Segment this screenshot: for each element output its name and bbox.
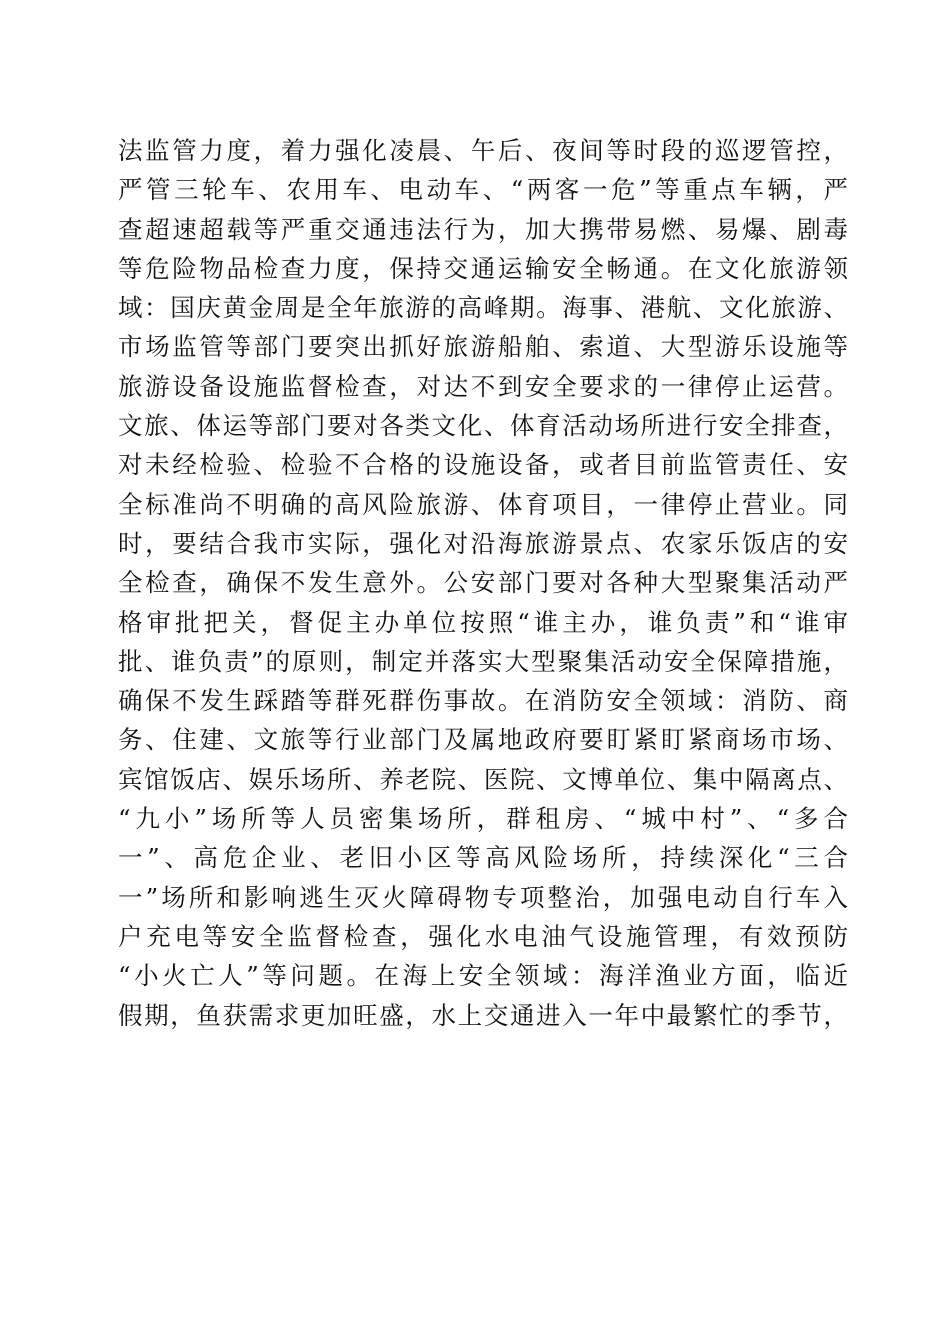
text-line: 查超速超载等严重交通违法行为，加大携带易燃、易爆、剧毒 <box>118 214 848 244</box>
text-line: 假期，鱼获需求更加旺盛，水上交通进入一年中最繁忙的季节， <box>118 1000 848 1030</box>
text-line: 域：国庆黄金周是全年旅游的高峰期。海事、港航、文化旅游、 <box>118 293 848 323</box>
text-line: 全检查，确保不发生意外。公安部门要对各种大型聚集活动严 <box>118 568 848 598</box>
text-line: 宾馆饭店、娱乐场所、养老院、医院、文博单位、集中隔离点、 <box>118 764 848 794</box>
text-line: 全标准尚不明确的高风险旅游、体育项目，一律停止营业。同 <box>118 489 848 519</box>
text-line: 一”、高危企业、老旧小区等高风险场所，持续深化“三合 <box>118 843 848 873</box>
text-line: 时，要结合我市实际，强化对沿海旅游景点、农家乐饭店的安 <box>118 528 848 558</box>
text-line: 对未经检验、检验不合格的设施设备，或者目前监管责任、安 <box>118 450 848 480</box>
text-line: 格审批把关，督促主办单位按照“谁主办，谁负责”和“谁审 <box>118 607 848 637</box>
text-line: “小火亡人”等问题。在海上安全领域：海洋渔业方面，临近 <box>118 961 848 991</box>
text-line: 市场监管等部门要突出抓好旅游船舶、索道、大型游乐设施等 <box>118 332 848 362</box>
text-line: 等危险物品检查力度，保持交通运输安全畅通。在文化旅游领 <box>118 253 848 283</box>
text-line: “九小”场所等人员密集场所，群租房、“城中村”、“多合 <box>118 804 848 834</box>
text-line: 务、住建、文旅等行业部门及属地政府要盯紧盯紧商场市场、 <box>118 725 848 755</box>
text-line: 一”场所和影响逃生灭火障碍物专项整治，加强电动自行车入 <box>118 882 848 912</box>
text-line: 户充电等安全监督检查，强化水电油气设施管理，有效预防 <box>118 921 848 951</box>
text-line: 旅游设备设施监督检查，对达不到安全要求的一律停止运营。 <box>118 371 848 401</box>
text-line: 文旅、体运等部门要对各类文化、体育活动场所进行安全排查， <box>118 411 848 441</box>
text-line: 严管三轮车、农用车、电动车、“两客一危”等重点车辆，严 <box>118 175 848 205</box>
body-text <box>118 131 848 1035</box>
text-line: 批、谁负责”的原则，制定并落实大型聚集活动安全保障措施， <box>118 646 848 676</box>
text-line: 法监管力度，着力强化凌晨、午后、夜间等时段的巡逻管控， <box>118 136 848 165</box>
text-line: 确保不发生踩踏等群死群伤事故。在消防安全领域：消防、商 <box>118 686 848 716</box>
